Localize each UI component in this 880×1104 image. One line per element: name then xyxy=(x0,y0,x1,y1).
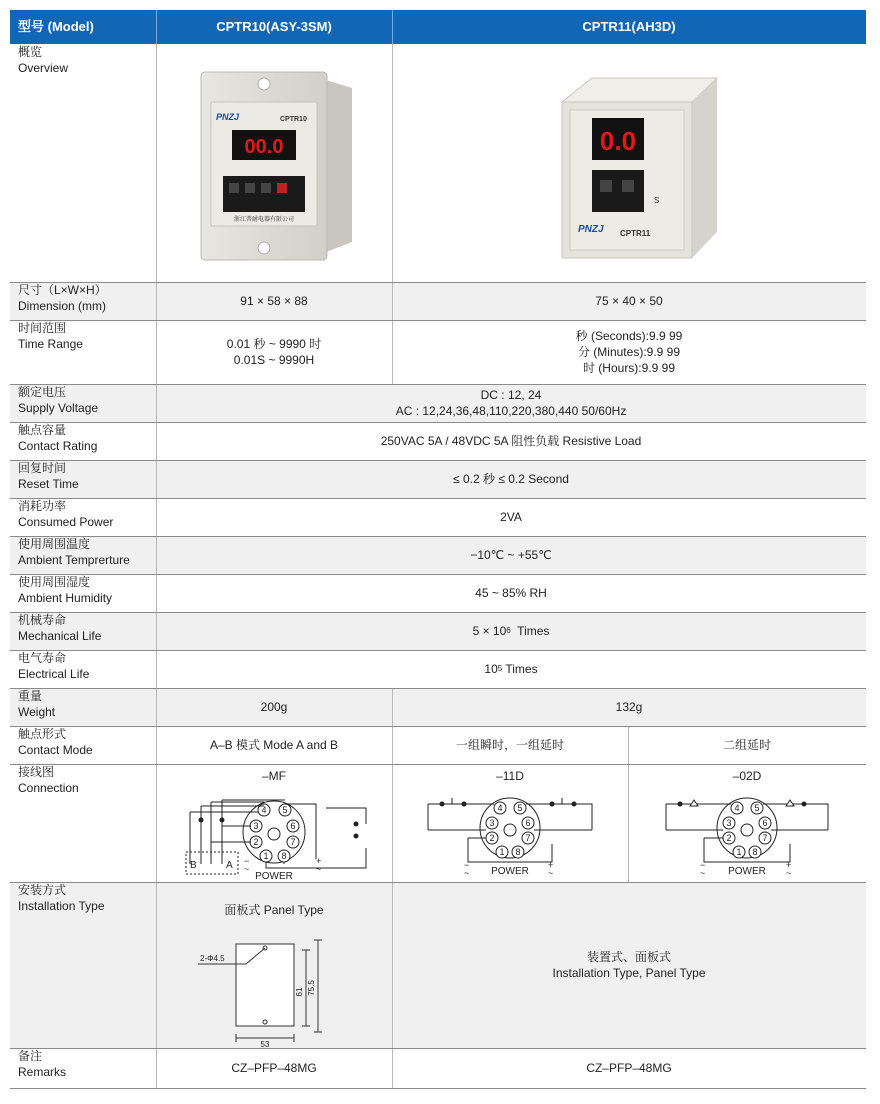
label-en: Supply Voltage xyxy=(18,401,99,415)
svg-text:7: 7 xyxy=(525,833,531,843)
cptr10-display: 00.0 xyxy=(244,136,284,158)
svg-text:4: 4 xyxy=(261,805,267,815)
row-ambient-temperature xyxy=(10,536,866,574)
svg-text:–MF: –MF xyxy=(262,769,286,783)
label-en: Dimension (mm) xyxy=(18,299,107,313)
row-supply-voltage xyxy=(10,384,866,422)
label-en: Connection xyxy=(18,781,79,795)
label-cn: 使用周围温度 xyxy=(18,537,91,551)
ambient-temperature-value: −10℃ ~ +55℃ xyxy=(470,548,552,562)
row-overview xyxy=(10,44,866,282)
reset-time-value: ≤ 0.2 秒 ≤ 0.2 Second xyxy=(453,472,569,486)
svg-text:6: 6 xyxy=(762,818,768,828)
svg-text:−: − xyxy=(244,856,250,866)
svg-text:3: 3 xyxy=(489,818,495,828)
row-time-range xyxy=(10,320,866,384)
row-dimension xyxy=(10,282,866,320)
svg-text:8: 8 xyxy=(515,847,521,857)
label-cn: 概览 xyxy=(18,45,43,59)
svg-text:6: 6 xyxy=(290,821,296,831)
svg-text:–11D: –11D xyxy=(496,769,524,783)
svg-text:5: 5 xyxy=(517,803,523,813)
row-electrical-life xyxy=(10,650,866,688)
svg-text:53: 53 xyxy=(260,1040,270,1048)
svg-text:4: 4 xyxy=(497,803,503,813)
svg-text:8: 8 xyxy=(281,851,287,861)
label-cn: 安装方式 xyxy=(18,883,67,897)
label-cn: 备注 xyxy=(18,1049,43,1063)
svg-text:2: 2 xyxy=(489,833,495,843)
svg-text:1: 1 xyxy=(263,851,269,861)
svg-text:5: 5 xyxy=(754,803,760,813)
weight-cptr11: 132g xyxy=(615,700,643,714)
label-cn: 触点容量 xyxy=(18,423,67,437)
row-consumed-power xyxy=(10,498,866,536)
cptr10-footer: 浙江普耐电器有限公司 xyxy=(233,217,295,223)
row-mechanical-life xyxy=(10,612,866,650)
row-installation xyxy=(10,882,866,1048)
svg-text:8: 8 xyxy=(752,847,758,857)
cptr10-product-image xyxy=(156,44,392,282)
svg-text:7: 7 xyxy=(290,837,296,847)
label-cn: 额定电压 xyxy=(18,385,67,399)
svg-text:B: B xyxy=(190,860,197,871)
label-en: Remarks xyxy=(18,1065,67,1079)
dimension-cptr11: 75 × 40 × 50 xyxy=(595,294,663,308)
cptr11-brand: PNZJ xyxy=(578,224,604,235)
svg-text:6: 6 xyxy=(525,818,531,828)
label-en: Installation Type xyxy=(18,899,105,913)
supply-voltage-value: DC : 12, 24 AC : 12,24,36,48,110,220,380,440 50/60Hz xyxy=(395,388,627,418)
svg-text:61: 61 xyxy=(295,987,304,997)
cptr10-model: CPTR10 xyxy=(280,116,307,123)
label-en: Ambient Humidity xyxy=(18,591,113,605)
svg-text:POWER: POWER xyxy=(255,871,293,882)
svg-text:4: 4 xyxy=(734,803,740,813)
svg-text:~: ~ xyxy=(464,868,470,878)
contact-mode-02d: 二组延时 xyxy=(722,738,771,752)
svg-text:A: A xyxy=(226,860,233,871)
svg-text:2: 2 xyxy=(726,833,732,843)
label-en: Overview xyxy=(18,61,69,75)
dimension-cptr10: 91 × 58 × 88 xyxy=(240,294,308,308)
label-en: Contact Rating xyxy=(18,439,98,453)
svg-text:–02D: –02D xyxy=(732,769,762,783)
label-en: Contact Mode xyxy=(18,743,93,757)
svg-text:+: + xyxy=(316,856,322,866)
remarks-cptr10: CZ–PFP–48MG xyxy=(231,1061,317,1075)
label-cn: 使用周围湿度 xyxy=(18,575,91,589)
ambient-humidity-value: 45 ~ 85% RH xyxy=(475,586,547,600)
label-en: Time Range xyxy=(18,337,83,351)
row-ambient-humidity xyxy=(10,574,866,612)
svg-text:2-Φ4.5: 2-Φ4.5 xyxy=(200,954,225,963)
svg-text:POWER: POWER xyxy=(491,866,529,877)
label-cn: 尺寸（L×W×H） xyxy=(18,283,107,297)
contact-mode-11d: 一组瞬时，一组延时 xyxy=(455,738,564,752)
contact-mode-cptr10: A–B 模式 Mode A and B xyxy=(209,738,339,752)
svg-text:~: ~ xyxy=(316,864,322,874)
label-cn: 电气寿命 xyxy=(18,651,67,665)
label-cn: 回复时间 xyxy=(18,461,67,475)
header-cptr10: CPTR10(ASY-3SM) xyxy=(216,19,332,34)
remarks-cptr11: CZ–PFP–48MG xyxy=(586,1061,672,1075)
connection-diagram-11d xyxy=(392,764,628,882)
svg-text:+: + xyxy=(548,860,554,870)
svg-text:1: 1 xyxy=(499,847,505,857)
svg-text:7: 7 xyxy=(762,833,768,843)
svg-text:+: + xyxy=(786,860,792,870)
model-header-label: 型号 (Model) xyxy=(18,19,94,34)
contact-rating-value: 250VAC 5A / 48VDC 5A 阻性负载 Resistive Load xyxy=(380,434,642,448)
row-connection xyxy=(10,764,866,882)
svg-text:面板式 Panel Type: 面板式 Panel Type xyxy=(224,903,324,917)
label-en: Mechanical Life xyxy=(18,629,102,643)
cptr10-brand: PNZJ xyxy=(216,112,240,122)
time-range-cptr11: 秒 (Seconds):9.9 99 分 (Minutes):9.9 99 时 (Hours):9.9 99 xyxy=(575,329,683,375)
label-cn: 机械寿命 xyxy=(18,613,67,627)
svg-text:3: 3 xyxy=(726,818,732,828)
svg-text:POWER: POWER xyxy=(728,866,766,877)
svg-text:−: − xyxy=(464,860,470,870)
connection-diagram-02d xyxy=(628,764,866,882)
svg-text:~: ~ xyxy=(700,868,706,878)
svg-text:~: ~ xyxy=(786,868,792,878)
row-weight xyxy=(10,688,866,726)
svg-text:3: 3 xyxy=(253,821,259,831)
cptr11-model: CPTR11 xyxy=(620,229,651,238)
weight-cptr10: 200g xyxy=(260,700,288,714)
label-en: Electrical Life xyxy=(18,667,90,681)
label-en: Ambient Temprerture xyxy=(18,553,130,567)
row-reset-time xyxy=(10,460,866,498)
svg-text:1: 1 xyxy=(736,847,742,857)
label-cn: 时间范围 xyxy=(18,321,67,335)
svg-text:2: 2 xyxy=(253,837,259,847)
label-en: Reset Time xyxy=(18,477,79,491)
installation-cptr11: 装置式、面板式 Installation Type, Panel Type xyxy=(552,950,706,980)
row-contact-rating xyxy=(10,422,866,460)
cptr11-unit: S xyxy=(654,196,660,205)
cptr11-product-image xyxy=(392,44,866,282)
row-remarks xyxy=(10,1048,866,1088)
svg-text:−: − xyxy=(700,860,706,870)
time-range-cptr10: 0.01 秒 ~ 9990 时 0.01S ~ 9990H xyxy=(226,337,322,367)
svg-text:~: ~ xyxy=(548,868,554,878)
svg-text:~: ~ xyxy=(244,864,250,874)
mechanical-life-value: 5 × 10 6 Times xyxy=(472,624,550,638)
svg-text:5: 5 xyxy=(282,805,288,815)
connection-diagram-mf xyxy=(156,764,392,882)
label-cn: 重量 xyxy=(18,689,43,703)
label-en: Consumed Power xyxy=(18,515,114,529)
header-cptr11: CPTR11(AH3D) xyxy=(582,19,676,34)
label-cn: 接线图 xyxy=(18,765,55,779)
table-header xyxy=(10,10,866,44)
cptr11-display: 0.0 xyxy=(599,126,637,156)
label-cn: 触点形式 xyxy=(18,727,67,741)
label-cn: 消耗功率 xyxy=(18,499,67,513)
electrical-life-value: 10 5 Times xyxy=(484,662,538,676)
panel-cutout-drawing xyxy=(156,882,392,1048)
label-en: Weight xyxy=(18,705,56,719)
consumed-power-value: 2VA xyxy=(500,510,522,524)
row-contact-mode xyxy=(10,726,866,764)
svg-text:75.5: 75.5 xyxy=(307,980,316,996)
